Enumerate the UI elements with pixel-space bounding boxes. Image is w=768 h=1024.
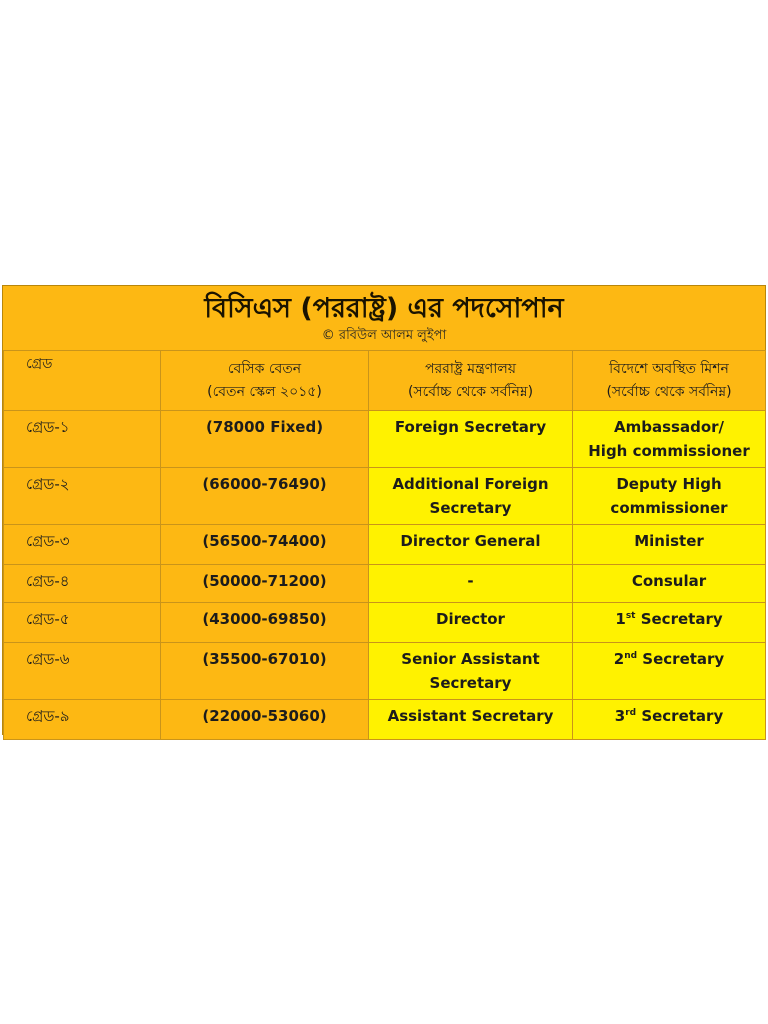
pay-cell: (66000-76490) bbox=[161, 468, 369, 525]
mission-cell bbox=[573, 700, 766, 740]
table-row bbox=[4, 700, 766, 740]
column-header-mission: বিদেশে অবস্থিত মিশন (সর্বোচ্চ থেকে সর্বনিম্ন) bbox=[573, 351, 766, 411]
column-header-pay: বেসিক বেতন (বেতন স্কেল ২০১৫) bbox=[161, 351, 369, 411]
pay-cell: (78000 Fixed) bbox=[161, 411, 369, 468]
ministry-cell: Senior Assistant Secretary bbox=[369, 643, 573, 700]
mission-text-tail: Secretary bbox=[637, 650, 725, 668]
mission-ordinal-suffix: rd bbox=[625, 708, 637, 718]
grade-cell: গ্রেড-১ bbox=[4, 411, 161, 468]
table-row bbox=[4, 643, 766, 700]
ministry-cell: Foreign Secretary bbox=[369, 411, 573, 468]
pay-cell: (35500-67010) bbox=[161, 643, 369, 700]
mission-text: 2 bbox=[613, 650, 625, 668]
pay-cell: (50000-71200) bbox=[161, 565, 369, 603]
career-ladder-card bbox=[2, 285, 766, 735]
table-header-row bbox=[4, 351, 766, 411]
mission-cell bbox=[573, 468, 766, 525]
grade-cell: গ্রেড-২ bbox=[4, 468, 161, 525]
mission-cell bbox=[573, 565, 766, 603]
grade-cell: গ্রেড-৩ bbox=[4, 525, 161, 565]
ministry-cell: Director General bbox=[369, 525, 573, 565]
mission-ordinal-suffix: st bbox=[625, 611, 636, 621]
grade-cell: গ্রেড-৬ bbox=[4, 643, 161, 700]
mission-text-tail: Secretary bbox=[635, 610, 723, 628]
mission-text-tail: Secretary bbox=[636, 707, 724, 725]
mission-cell bbox=[573, 411, 766, 468]
column-header-grade: গ্রেড bbox=[4, 351, 161, 411]
grade-cell: গ্রেড-৯ bbox=[4, 700, 161, 740]
table-row bbox=[4, 565, 766, 603]
ministry-cell: Additional Foreign Secretary bbox=[369, 468, 573, 525]
ministry-cell: Assistant Secretary bbox=[369, 700, 573, 740]
mission-text: Ambassador/ High commissioner bbox=[588, 418, 750, 460]
grade-cell: গ্রেড-৫ bbox=[4, 603, 161, 643]
mission-text: Deputy High commissioner bbox=[610, 475, 728, 517]
page-title: বিসিএস (পররাষ্ট্র) এর পদসোপান bbox=[204, 293, 564, 324]
table-row bbox=[4, 525, 766, 565]
ministry-cell: Director bbox=[369, 603, 573, 643]
table-row bbox=[4, 603, 766, 643]
column-header-ministry: পররাষ্ট্র মন্ত্রণালয় (সর্বোচ্চ থেকে সর্বনিম্ন) bbox=[369, 351, 573, 411]
credit-line: © রবিউল আলম লুইপা bbox=[321, 328, 447, 343]
mission-ordinal-suffix: nd bbox=[624, 651, 638, 661]
pay-cell: (22000-53060) bbox=[161, 700, 369, 740]
pay-cell: (43000-69850) bbox=[161, 603, 369, 643]
table-row bbox=[4, 411, 766, 468]
table-row bbox=[4, 468, 766, 525]
career-table bbox=[3, 350, 766, 740]
grade-cell: গ্রেড-৪ bbox=[4, 565, 161, 603]
mission-text: 1 bbox=[615, 610, 626, 628]
pay-cell: (56500-74400) bbox=[161, 525, 369, 565]
mission-cell bbox=[573, 603, 766, 643]
mission-text: Consular bbox=[631, 572, 707, 590]
mission-text: 3 bbox=[614, 707, 626, 725]
mission-text: Minister bbox=[634, 532, 704, 550]
mission-cell bbox=[573, 525, 766, 565]
ministry-cell: - bbox=[369, 565, 573, 603]
mission-cell bbox=[573, 643, 766, 700]
